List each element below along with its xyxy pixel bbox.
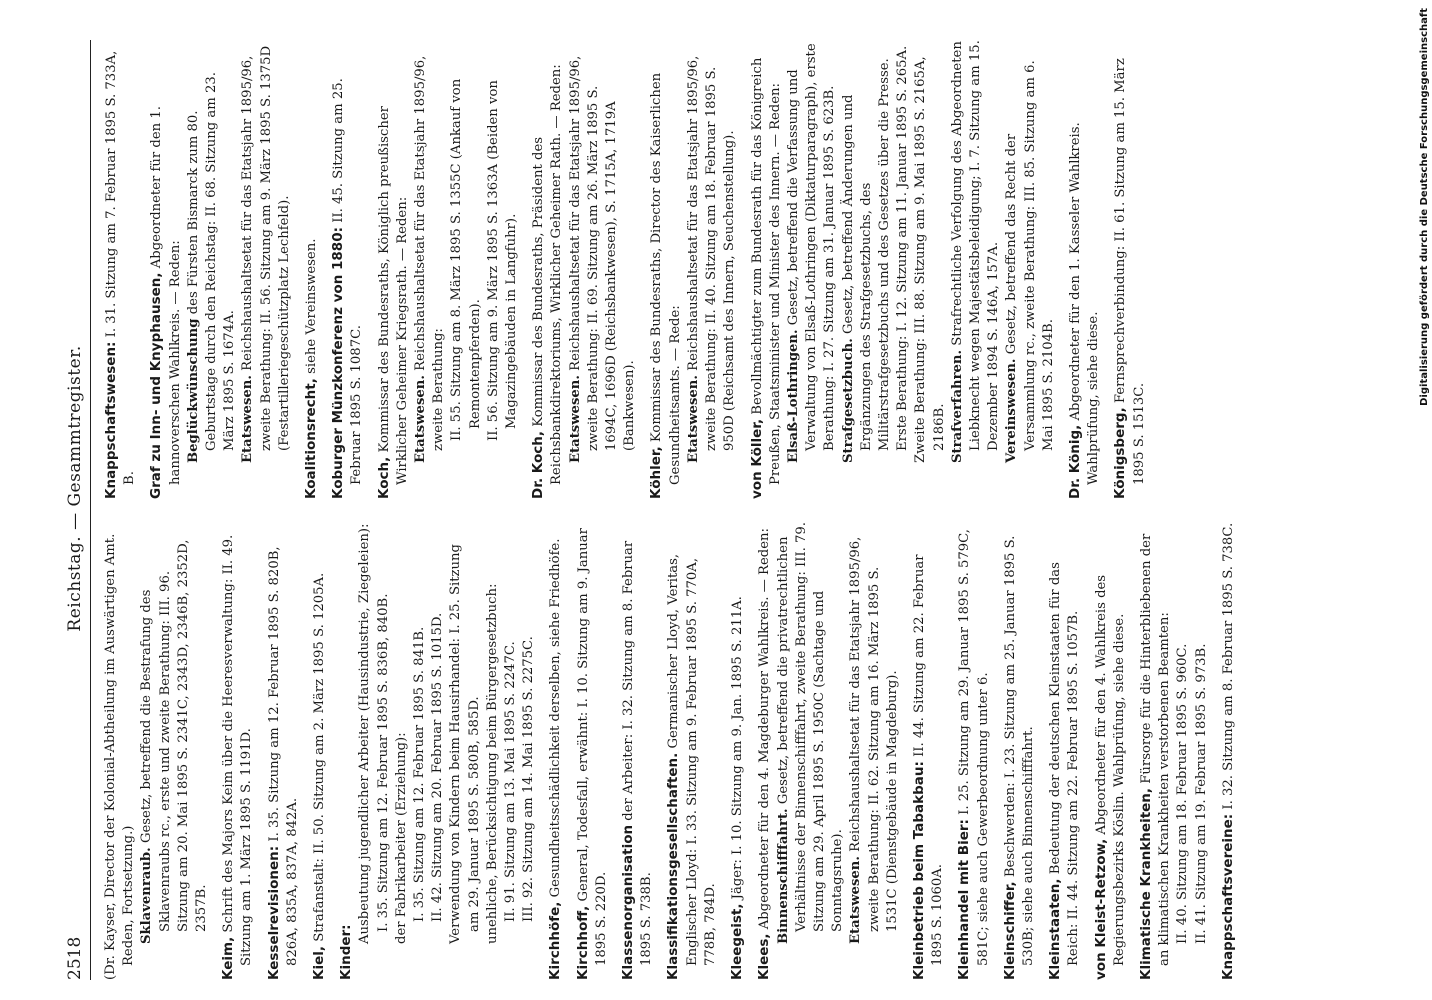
subentry-label: Beglückwünschung <box>185 318 201 463</box>
entry-text: (Dr. Kayser, Director der Kolonial-Abtheilung im Auswärtigen Amt. Reden, Fortsetzung.) <box>103 533 137 980</box>
page-header <box>60 40 91 980</box>
entry-text: Beschwerden: I. 23. Sitzung am 25. Januar 1895 S. 530B; siehe auch Binnenschifffahrt. <box>1002 535 1036 966</box>
entry-headword: Dr. Koch, <box>530 430 547 499</box>
subentry-text: II. 55. Sitzung am 8. März 1895 S. 1355C (Ankauf von Remontenpferden). <box>449 78 483 441</box>
entry-subentry <box>912 40 948 463</box>
entry-text: der Arbeiter: I. 32. Sitzung am 8. Februar 1895 S. 738B. <box>621 540 655 966</box>
subentry-text: Reichshaushaltsetat für das Etatsjahr 1895/96, zweite Berathung: <box>413 55 447 451</box>
subentry-text: Gesetz, betreffend die Bestrafung des Sklavenraubs rc., erste und zweite Berathung: III. 96. Sitzung am 20. Mai 1895 S. 2341C, 2343D, 2346B, 2352D, 2357B. <box>139 539 210 932</box>
entry-subentry <box>393 521 411 944</box>
index-entry <box>302 40 321 499</box>
entry-text: I. 35. Sitzung am 12. Februar 1895 S. 820B, 826A, 835A, 837A, 842A. <box>266 546 300 966</box>
index-entry <box>910 521 947 980</box>
entry-text: Bevollmächtigter zum Bundesrath für das Königreich Preußen, Staatsminister und Minister des Innern. — Reden: <box>749 57 783 485</box>
entry-subentry <box>185 40 240 463</box>
index-column-left <box>102 521 1392 980</box>
subentry-text: unehliche, Berücksichtigung beim Bürgergesetzbuch: <box>484 583 500 944</box>
entry-text: I. 25. Sitzung am 29. Januar 1895 S. 579C, 581C; siehe auch Gewerbeordnung unter 6. <box>957 529 991 966</box>
subentry-label: Etatswesen. <box>685 375 701 463</box>
entry-headword: Köhler, <box>648 446 665 499</box>
subentry-text: der Fabrikarbeiter (Erziehung): <box>393 732 409 944</box>
subentry-text: Ausbeutung jugendlicher Arbeiter (Hausindustrie, Ziegeleien): I. 35. Sitzung am 12. Februar 1895 S. 836B, 840B. <box>357 523 391 944</box>
entry-headword: Kinder: <box>338 924 355 980</box>
entry-subentry <box>1193 521 1211 944</box>
index-column-right <box>102 40 1392 499</box>
index-entry <box>1001 521 1038 980</box>
page-number: 2518 <box>65 936 85 980</box>
entry-text: Strafanstalt: II. 50. Sitzung am 2. März 1895 S. 1205A. <box>312 572 328 942</box>
entry-headword: Kleinstaaten, <box>1047 878 1064 980</box>
entry-headword: Klees, <box>756 933 773 980</box>
index-entry <box>529 40 639 499</box>
index-entry <box>1092 521 1129 980</box>
running-title: Reichstag. — Gesammtregister. <box>65 345 85 632</box>
subentry-label: Etatswesen. <box>567 375 583 463</box>
index-entry <box>546 521 565 980</box>
entry-text: Abgeordneter für den 1. hannoverschen Wahlkreis. — Reden: <box>149 106 183 485</box>
subentry-text: I. 35. Sitzung am 12. Februar 1895 S. 841B. <box>412 626 428 922</box>
subentry-label: Elsaß-Lothringen. <box>785 329 801 463</box>
entry-subentry <box>949 40 1004 463</box>
entry-headword: Dr. König, <box>1066 424 1083 499</box>
entry-headword: Kiel, <box>311 945 328 980</box>
index-columns <box>102 40 1392 980</box>
subentry-text: II. 56. Sitzung am 9. März 1895 S. 1363A (Beiden von Magazingebäuden in Langfuhr). <box>485 80 520 441</box>
subentry-text: Reichshaushaltsetat für das Etatsjahr 1895/96, zweite Berathung: II. 69. Sitzung am 26. März 1895 S. 1694C, 1696D (Reichsbankwesen), S. 1715A, 1719A (Bankwesen). <box>567 55 638 451</box>
entry-headword: Knappschaftswesen: <box>103 341 119 499</box>
index-entry <box>755 521 902 980</box>
entry-headword: Kleinhandel mit Bier: <box>956 819 973 980</box>
entry-text: II. 44. Sitzung am 22. Februar 1895 S. 1060A. <box>911 554 946 966</box>
index-entry <box>574 521 611 980</box>
subentry-label: Vereinswesen. <box>1004 358 1020 463</box>
entry-subentry <box>785 40 840 463</box>
index-entry <box>1137 521 1211 980</box>
entry-text: Fürsorge für die Hinterbliebenen der an klimatischen Krankheiten verstorbenen Beamten: <box>1138 533 1173 966</box>
index-entry <box>647 40 739 499</box>
entry-headword: von Kleist-Retzow, <box>1092 838 1109 980</box>
subentry-text: Gesetz, betreffend die Verfassung und Verwaltung von Elsaß-Lothringen (Diktaturparagraph), erste Berathung: I. 27. Sitzung am 31. Januar 1895 S. 623B. <box>785 43 838 451</box>
subentry-label: Strafverfahren. <box>949 349 965 463</box>
entry-headword: Kleinbetrieb beim Tabakbau: <box>910 761 927 980</box>
subentry-label: Etatswesen. <box>413 375 429 463</box>
dfg-watermark <box>1410 0 1432 1000</box>
index-entry <box>1219 521 1238 980</box>
entry-text: Kommissar des Bundesraths, Präsident des Reichsbankdirektoriums, Wirklicher Geheimer Rath. — Reden: <box>531 64 565 485</box>
entry-subentry <box>412 40 448 463</box>
entry-headword: Koch, <box>375 456 392 499</box>
entry-text: Jäger: I. 10. Sitzung am 9. Jan. 1895 S. 211A. <box>730 596 746 900</box>
entry-subentry <box>447 521 483 944</box>
index-entry <box>102 521 211 980</box>
subentry-text: II. 40. Sitzung am 18. Februar 1895 S. 960C. <box>1175 643 1191 944</box>
entry-text: Bedeutung der deutschen Kleinstaaten für das Reich: II. 44. Sitzung am 22. Februar 1895 S. 1057B. <box>1048 562 1082 966</box>
index-entry <box>955 521 992 980</box>
entry-subentry <box>411 521 429 922</box>
entry-headword: Kirchhoff, <box>574 905 591 980</box>
subentry-text: Gesetz, betreffend Änderungen und Ergänzungen des Strafgesetzbuchs, des Militärstrafgesetzbuchs und des Gesetzes über die Presse. Erste Berathung: I. 12. Sitzung am 11. Januar 1895 S. 265A. <box>840 45 911 451</box>
entry-headword: Koalitionsrecht, <box>303 378 320 499</box>
entry-subentry <box>847 521 902 944</box>
entry-text: Germanischer Lloyd, Veritas, Englischer Lloyd: I. 33. Sitzung am 9. Februar 1895 S. 770A, 778B, 784D. <box>666 553 718 966</box>
entry-text: Abgeordneter für den 1. Kasseler Wahlkreis. Wahlprüfung, siehe diese. <box>1067 122 1102 485</box>
subentry-label: Strafgesetzbuch. <box>840 338 856 463</box>
entry-subentry <box>484 521 502 944</box>
index-entry <box>337 521 538 980</box>
entry-subentry <box>685 40 740 463</box>
subentry-text: II. 91. Sitzung am 13. Mai 1895 S. 2247C. <box>503 641 519 922</box>
subentry-text: Verwendung von Kindern beim Hausirhandel: I. 25. Sitzung am 29. Januar 1895 S. 580B, 585D. <box>448 544 482 944</box>
index-entry <box>664 521 720 980</box>
subentry-text: II. 42. Sitzung am 20. Februar 1895 S. 1015D. <box>430 612 446 922</box>
subentry-label: Etatswesen. <box>240 375 256 463</box>
subentry-label: Binnenschifffahrt. <box>775 808 791 944</box>
entry-text: siehe Vereinswesen. <box>304 238 320 374</box>
subentry-label: Etatswesen. <box>848 856 864 944</box>
index-entry <box>219 521 256 980</box>
subentry-text: Zweite Berathung: III. 88. Sitzung am 9. Mai 1895 S. 2165A, 2186B. <box>913 56 947 463</box>
subentry-text: II. 41. Sitzung am 19. Februar 1895 S. 973B. <box>1193 643 1209 944</box>
index-entry <box>310 521 329 980</box>
entry-headword: Klassenorganisation <box>620 824 637 980</box>
entry-headword: Knappschaftsvereine: <box>1219 813 1236 980</box>
entry-text: II. 45. Sitzung am 25. Februar 1895 S. 1087C. <box>331 78 365 485</box>
subentry-text: III. 92. Sitzung am 14. Mai 1895 S. 2275C. <box>521 636 537 922</box>
index-entry <box>147 40 294 499</box>
subentry-text: Gesetz, betreffend die privatrechtlichen Verhältnisse der Binnenschifffahrt, zweite Berathung: III. 79. Sitzung am 29. April 1895 S. 1950C (Sachtage und Sonntagsruhe). <box>775 522 846 932</box>
entry-subentry <box>485 40 521 441</box>
index-entry <box>619 521 656 980</box>
entry-text: Abgeordneter für den 4. Wahlkreis des Regierungsbezirks Köslin. Wahlprüfung, siehe diese. <box>1093 574 1127 966</box>
subentry-text: Strafrechtliche Verfolgung des Abgeordneten Liebknecht wegen Majestätsbeleidigung; I. 7. Sitzung am 15. Dezember 1894 S. 146A, 157A. <box>949 40 1002 451</box>
entry-headword: Kleinschiffer, <box>1001 881 1018 980</box>
entry-headword: von Köller, <box>748 418 765 499</box>
watermark-text: Digitalisierung gefördert durch die Deutsche Forschungsgemeinschaft <box>1419 8 1430 406</box>
entry-text: I. 31. Sitzung am 7. Februar 1895 S. 733A, B. <box>104 50 138 485</box>
entry-headword: Kirchhöfe, <box>547 901 564 980</box>
entry-text: Schrift des Majors Keim über die Heeresverwaltung: II. 49. Sitzung am 1. März 1895 S. 1191D. <box>221 534 255 966</box>
entry-headword: Kleegeist, <box>729 903 746 980</box>
entry-text: Gesundheitsschädlichkeit derselben, siehe Friedhöfe. <box>548 538 564 898</box>
entry-subentry <box>1003 40 1058 463</box>
index-entry <box>728 521 747 980</box>
entry-subentry <box>239 40 294 463</box>
entry-subentry <box>775 521 848 944</box>
entry-subentry <box>502 521 520 922</box>
subentry-text: Reichshaushaltsetat für das Etatsjahr 1895/96, zweite Berathung: II. 40. Sitzung am 18. Februar 1895 S. 950D (Reichsamt des Innern, Seuchenstellung). <box>685 55 738 451</box>
entry-headword: Kesselrevisionen: <box>265 845 282 980</box>
entry-text: Fernsprechverbindung: II. 61. Sitzung am 15. März 1895 S. 1513C. <box>1113 58 1147 485</box>
subentry-label: Sklavenraub. <box>139 847 155 944</box>
entry-subentry <box>356 521 392 944</box>
entry-headword: Keim, <box>220 936 237 980</box>
index-entry <box>1111 40 1148 499</box>
entry-subentry <box>567 40 640 463</box>
subentry-text: des Fürsten Bismarck zum 80. Geburtstage durch den Reichstag: II. 68. Sitzung am 23. März 1895 S. 1674A. <box>185 72 238 451</box>
entry-subentry <box>448 40 484 441</box>
entry-headword: Klimatische Krankheiten, <box>1137 787 1154 980</box>
subentry-text: Reichshaushaltsetat für das Etatsjahr 1895/96, zweite Berathung: II. 56. Sitzung am 9. März 1895 S. 1375D (Festartilleriegeschützplatz Lechfeld). <box>240 45 292 451</box>
index-entry <box>265 521 302 980</box>
entry-text: Abgeordneter für den 4. Magdeburger Wahlkreis. — Reden: <box>757 528 773 930</box>
entry-subentry <box>429 521 447 922</box>
entry-subentry <box>520 521 538 922</box>
index-entry <box>102 40 139 499</box>
subentry-text: Reichshaushaltsetat für das Etatsjahr 1895/96, zweite Berathung: II. 62. Sitzung am 16. März 1895 S. 1531C (Dienstgebäude in Magdeburg). <box>848 536 900 932</box>
index-entry <box>375 40 522 499</box>
index-entry <box>748 40 1058 499</box>
entry-text: General, Todesfall, erwähnt: I. 10. Sitzung am 9. Januar 1895 S. 220D. <box>575 528 609 966</box>
index-entry <box>329 40 366 499</box>
entry-text: I. 32. Sitzung am 8. Februar 1895 S. 738C. <box>1220 522 1236 810</box>
subentry-text: Gesetz, betreffend das Recht der Versammlung rc., zweite Berathung: III. 85. Sitzung am 6. Mai 1895 S. 2104B. <box>1004 60 1056 451</box>
entry-headword: Königsberg, <box>1112 407 1129 499</box>
entry-subentry <box>138 521 211 944</box>
index-entry <box>1046 521 1083 980</box>
entry-text: Kommissar des Bundesraths, Königlich preußischer Wirklicher Geheimer Kriegsrath. — Reden: <box>376 106 410 485</box>
entry-text: Kommissar des Bundesraths, Director des Kaiserlichen Gesundheitsamts. — Rede: <box>649 72 683 485</box>
index-entry <box>1066 40 1103 499</box>
entry-subentry <box>840 40 913 463</box>
entry-headword: Klassifikationsgesellschaften. <box>665 752 682 980</box>
entry-subentry <box>1174 521 1192 944</box>
entry-headword: Graf zu Inn- und Knyphausen, <box>148 272 165 499</box>
entry-headword: Koburger Münzkonferenz von 1880: <box>330 227 347 499</box>
